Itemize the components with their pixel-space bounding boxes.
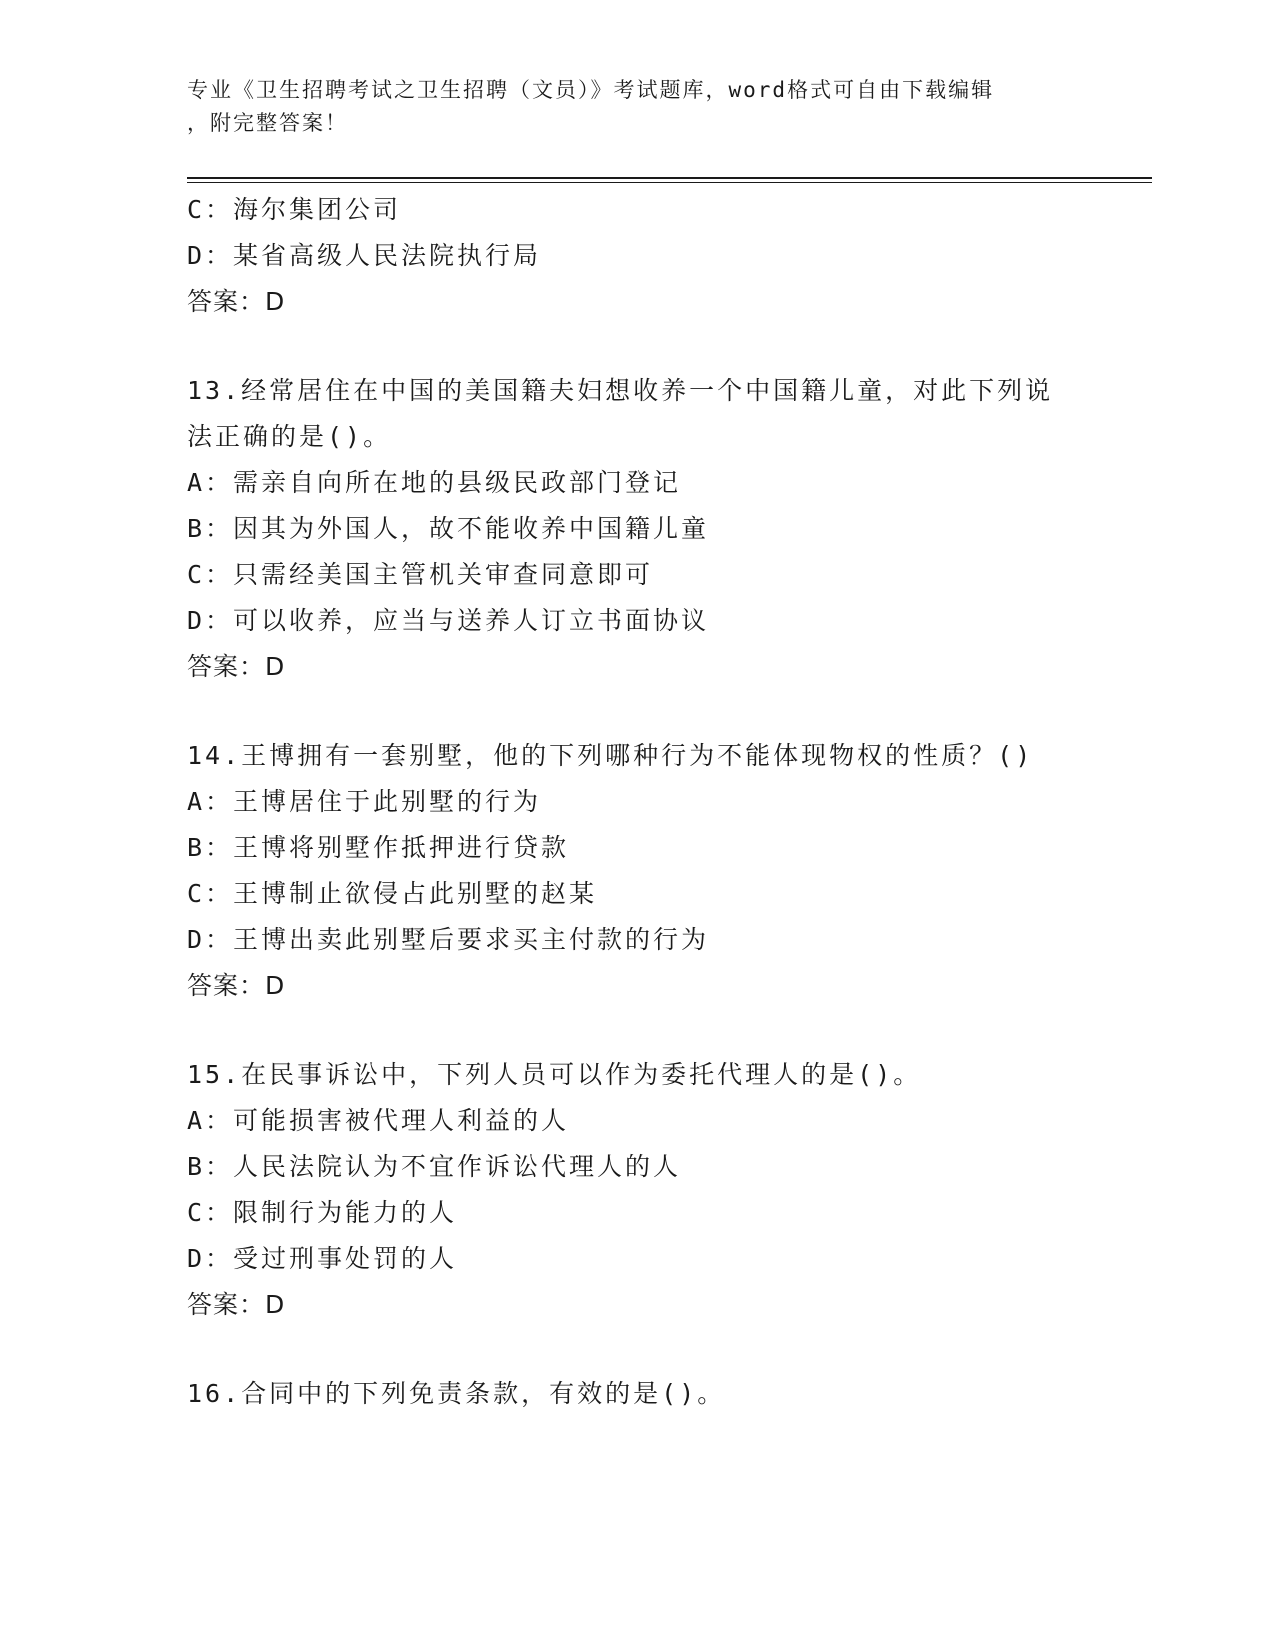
option-b: B：人民法院认为不宜作诉讼代理人的人	[187, 1152, 682, 1181]
answer-line: 答案：D	[187, 1290, 286, 1319]
spacer	[187, 325, 1152, 368]
option-c: C：限制行为能力的人	[187, 1198, 458, 1227]
option-b: B：王博将别墅作抵押进行贷款	[187, 833, 570, 862]
option-a: A：可能损害被代理人利益的人	[187, 1106, 570, 1135]
question-stem: 15.在民事诉讼中，下列人员可以作为委托代理人的是()。	[187, 1060, 922, 1089]
question-body	[187, 187, 1152, 1417]
spacer	[187, 1328, 1152, 1371]
option-d: D：王博出卖此别墅后要求买主付款的行为	[187, 925, 710, 954]
option-c: C：海尔集团公司	[187, 195, 402, 224]
question-stem: 14.王博拥有一套别墅，他的下列哪种行为不能体现物权的性质？()	[187, 741, 1034, 770]
answer-line: 答案：D	[187, 287, 286, 316]
option-d: D：受过刑事处罚的人	[187, 1244, 458, 1273]
option-c: C：只需经美国主管机关审查同意即可	[187, 560, 654, 589]
option-c: C：王博制止欲侵占此别墅的赵某	[187, 879, 598, 908]
question-stem: 13.经常居住在中国的美国籍夫妇想收养一个中国籍儿童，对此下列说	[187, 376, 1054, 405]
answer-line: 答案：D	[187, 652, 286, 681]
option-a: A：需亲自向所在地的县级民政部门登记	[187, 468, 682, 497]
option-d: D：可以收养，应当与送养人订立书面协议	[187, 606, 710, 635]
spacer	[187, 690, 1152, 733]
option-d: D：某省高级人民法院执行局	[187, 241, 542, 270]
header-divider-thin	[187, 182, 1152, 183]
answer-line: 答案：D	[187, 971, 286, 1000]
document-header: 专业《卫生招聘考试之卫生招聘（文员）》考试题库，word格式可自由下载编辑 ，附完整答案！	[187, 78, 995, 135]
question-stem: 法正确的是()。	[187, 422, 392, 451]
option-a: A：王博居住于此别墅的行为	[187, 787, 542, 816]
header-divider-thick	[187, 177, 1152, 179]
question-stem: 16.合同中的下列免责条款，有效的是()。	[187, 1379, 726, 1408]
option-b: B：因其为外国人，故不能收养中国籍儿童	[187, 514, 710, 543]
spacer	[187, 1009, 1152, 1052]
